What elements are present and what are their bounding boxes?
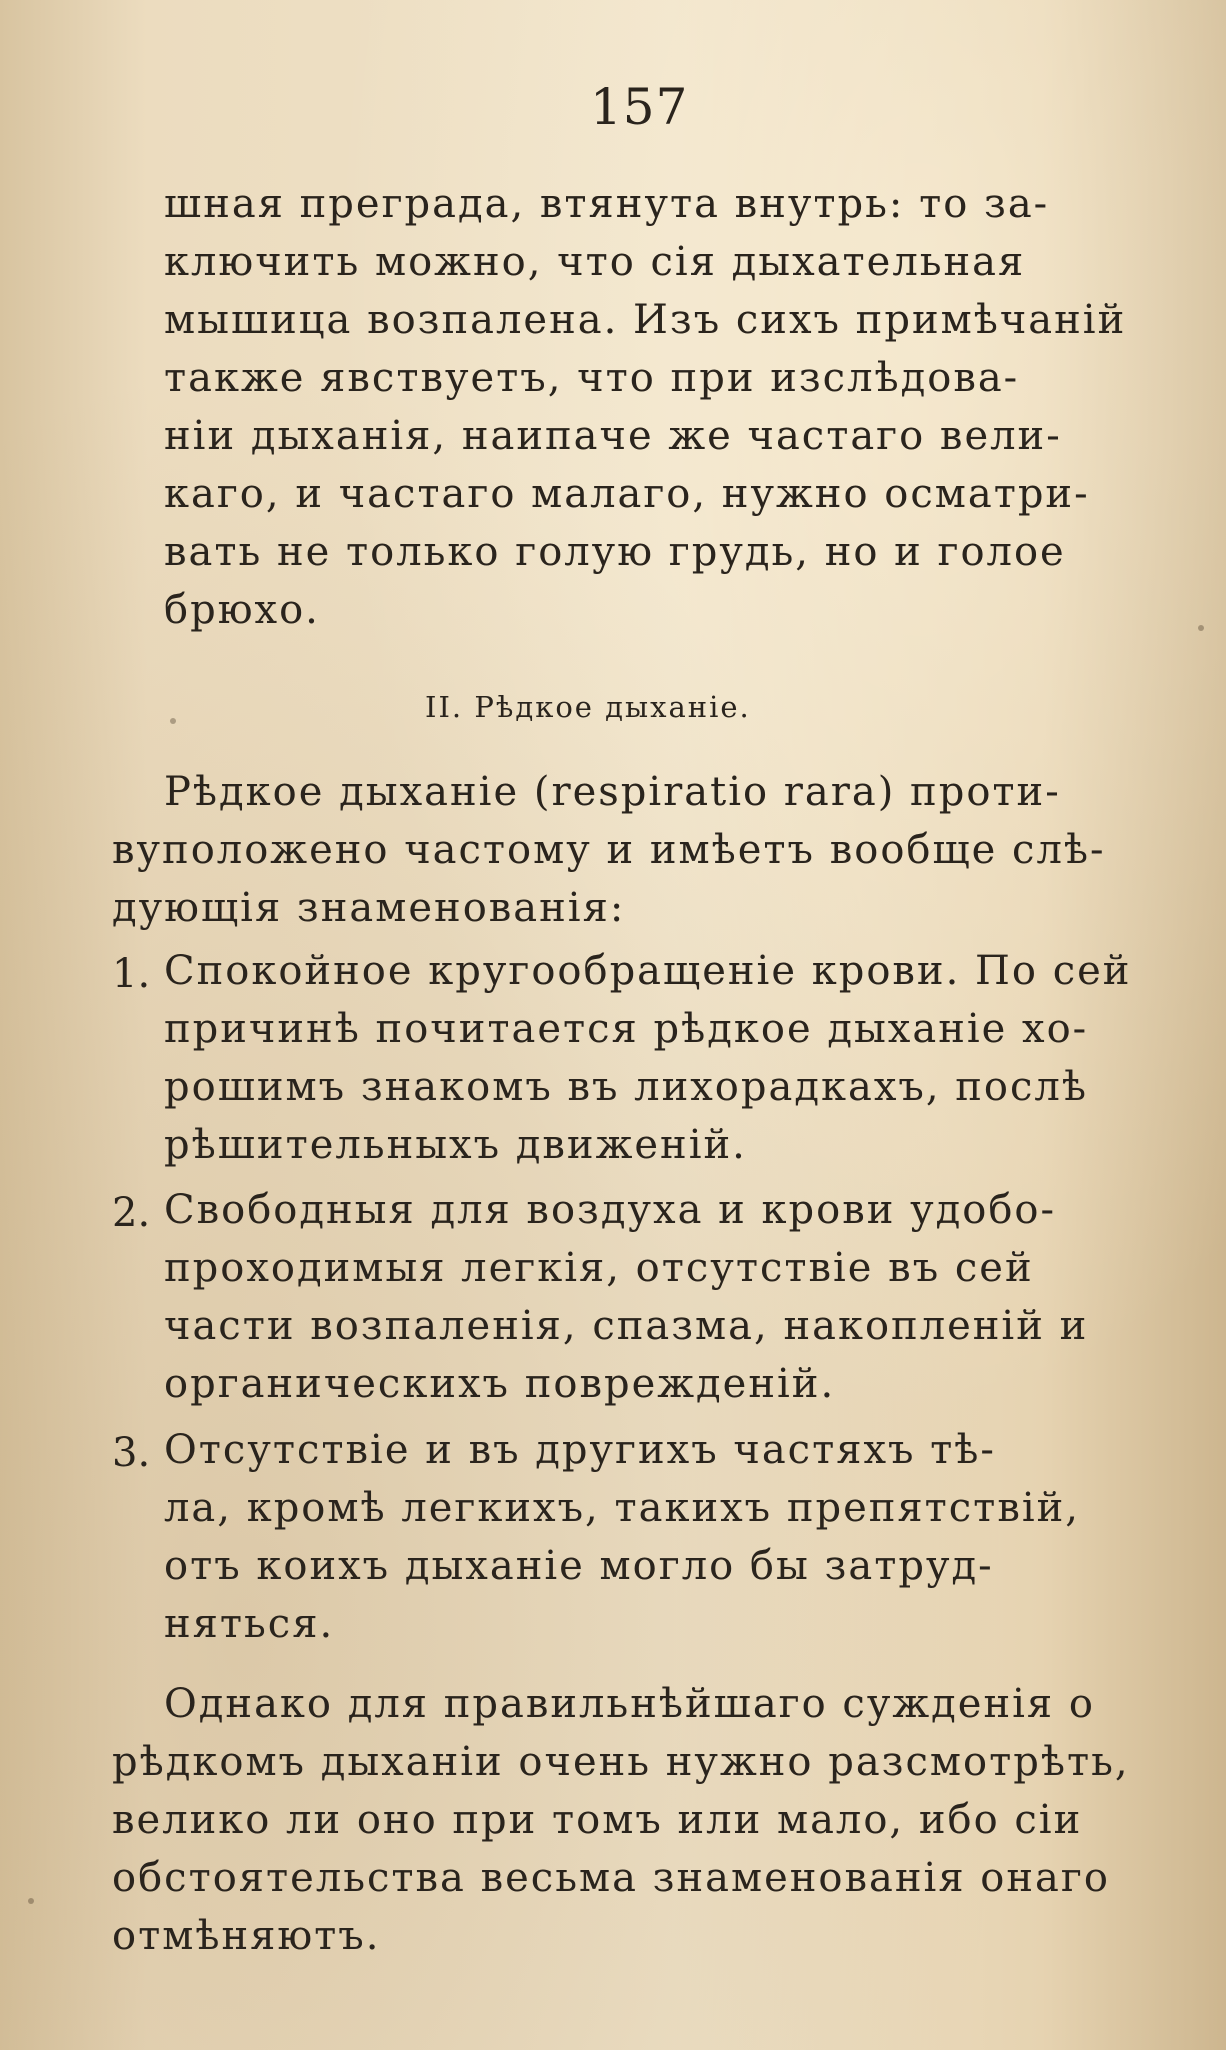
closing-line: велико ли оно при томъ или мало, ибо сіи <box>112 1797 1083 1843</box>
closing-line: Однако для правильнѣйшаго сужденія о <box>164 1681 1095 1727</box>
paragraph-line: мышица возпалена. Изъ сихъ примѣчаній <box>164 297 1127 343</box>
item-line: отъ коихъ дыханіе могло бы затруд- <box>164 1543 994 1589</box>
item-line: части возпаленія, спазма, накопленій и <box>164 1303 1089 1349</box>
intro-line: вуположено частому и имѣетъ вообще слѣ- <box>112 827 1106 873</box>
item-line: Отсутствіе и въ другихъ частяхъ тѣ- <box>164 1427 996 1473</box>
page-number: 157 <box>590 78 689 136</box>
paragraph-line: брюхо. <box>164 587 320 633</box>
item-number: 1. <box>112 951 151 997</box>
item-line: Свободныя для воздуха и крови удобо- <box>164 1187 1057 1233</box>
paper-speck <box>170 718 176 724</box>
item-number: 2. <box>112 1190 151 1236</box>
paragraph-line: ключить можно, что сія дыхательная <box>164 239 1026 285</box>
paragraph-line: шная преграда, втянута внутрь: то за- <box>164 181 1050 227</box>
section-heading: II. Рѣдкое дыханіе. <box>425 690 751 724</box>
closing-line: обстоятельства весьма знаменованія онаго <box>112 1855 1110 1901</box>
item-line: органическихъ поврежденій. <box>164 1361 836 1407</box>
closing-line: рѣдкомъ дыханіи очень нужно разсмотрѣть, <box>112 1739 1130 1785</box>
paragraph-line: вать не только голую грудь, но и голое <box>164 529 1066 575</box>
item-line: няться. <box>164 1601 335 1647</box>
paper-speck <box>1198 625 1204 631</box>
item-line: причинѣ почитается рѣдкое дыханіе хо- <box>164 1006 1089 1052</box>
item-line: рошимъ знакомъ въ лихорадкахъ, послѣ <box>164 1064 1088 1110</box>
closing-line: отмѣняютъ. <box>112 1913 381 1959</box>
item-line: рѣшительныхъ движеній. <box>164 1122 747 1168</box>
item-line: проходимыя легкія, отсутствіе въ сей <box>164 1245 1034 1291</box>
item-number: 3. <box>112 1430 151 1476</box>
paragraph-line: ніи дыханія, наипаче же частаго вели- <box>164 413 1062 459</box>
intro-line: дующія знаменованія: <box>112 885 626 931</box>
paragraph-line: каго, и частаго малаго, нужно осматри- <box>164 471 1090 517</box>
item-line: Спокойное кругообращеніе крови. По сей <box>164 948 1132 994</box>
paragraph-line: также явствуетъ, что при изслѣдова- <box>164 355 1020 401</box>
item-line: ла, кромѣ легкихъ, такихъ препятствій, <box>164 1485 1080 1531</box>
intro-line: Рѣдкое дыханіе (respiratio rara) проти- <box>164 769 1061 815</box>
paper-speck <box>28 1898 34 1904</box>
